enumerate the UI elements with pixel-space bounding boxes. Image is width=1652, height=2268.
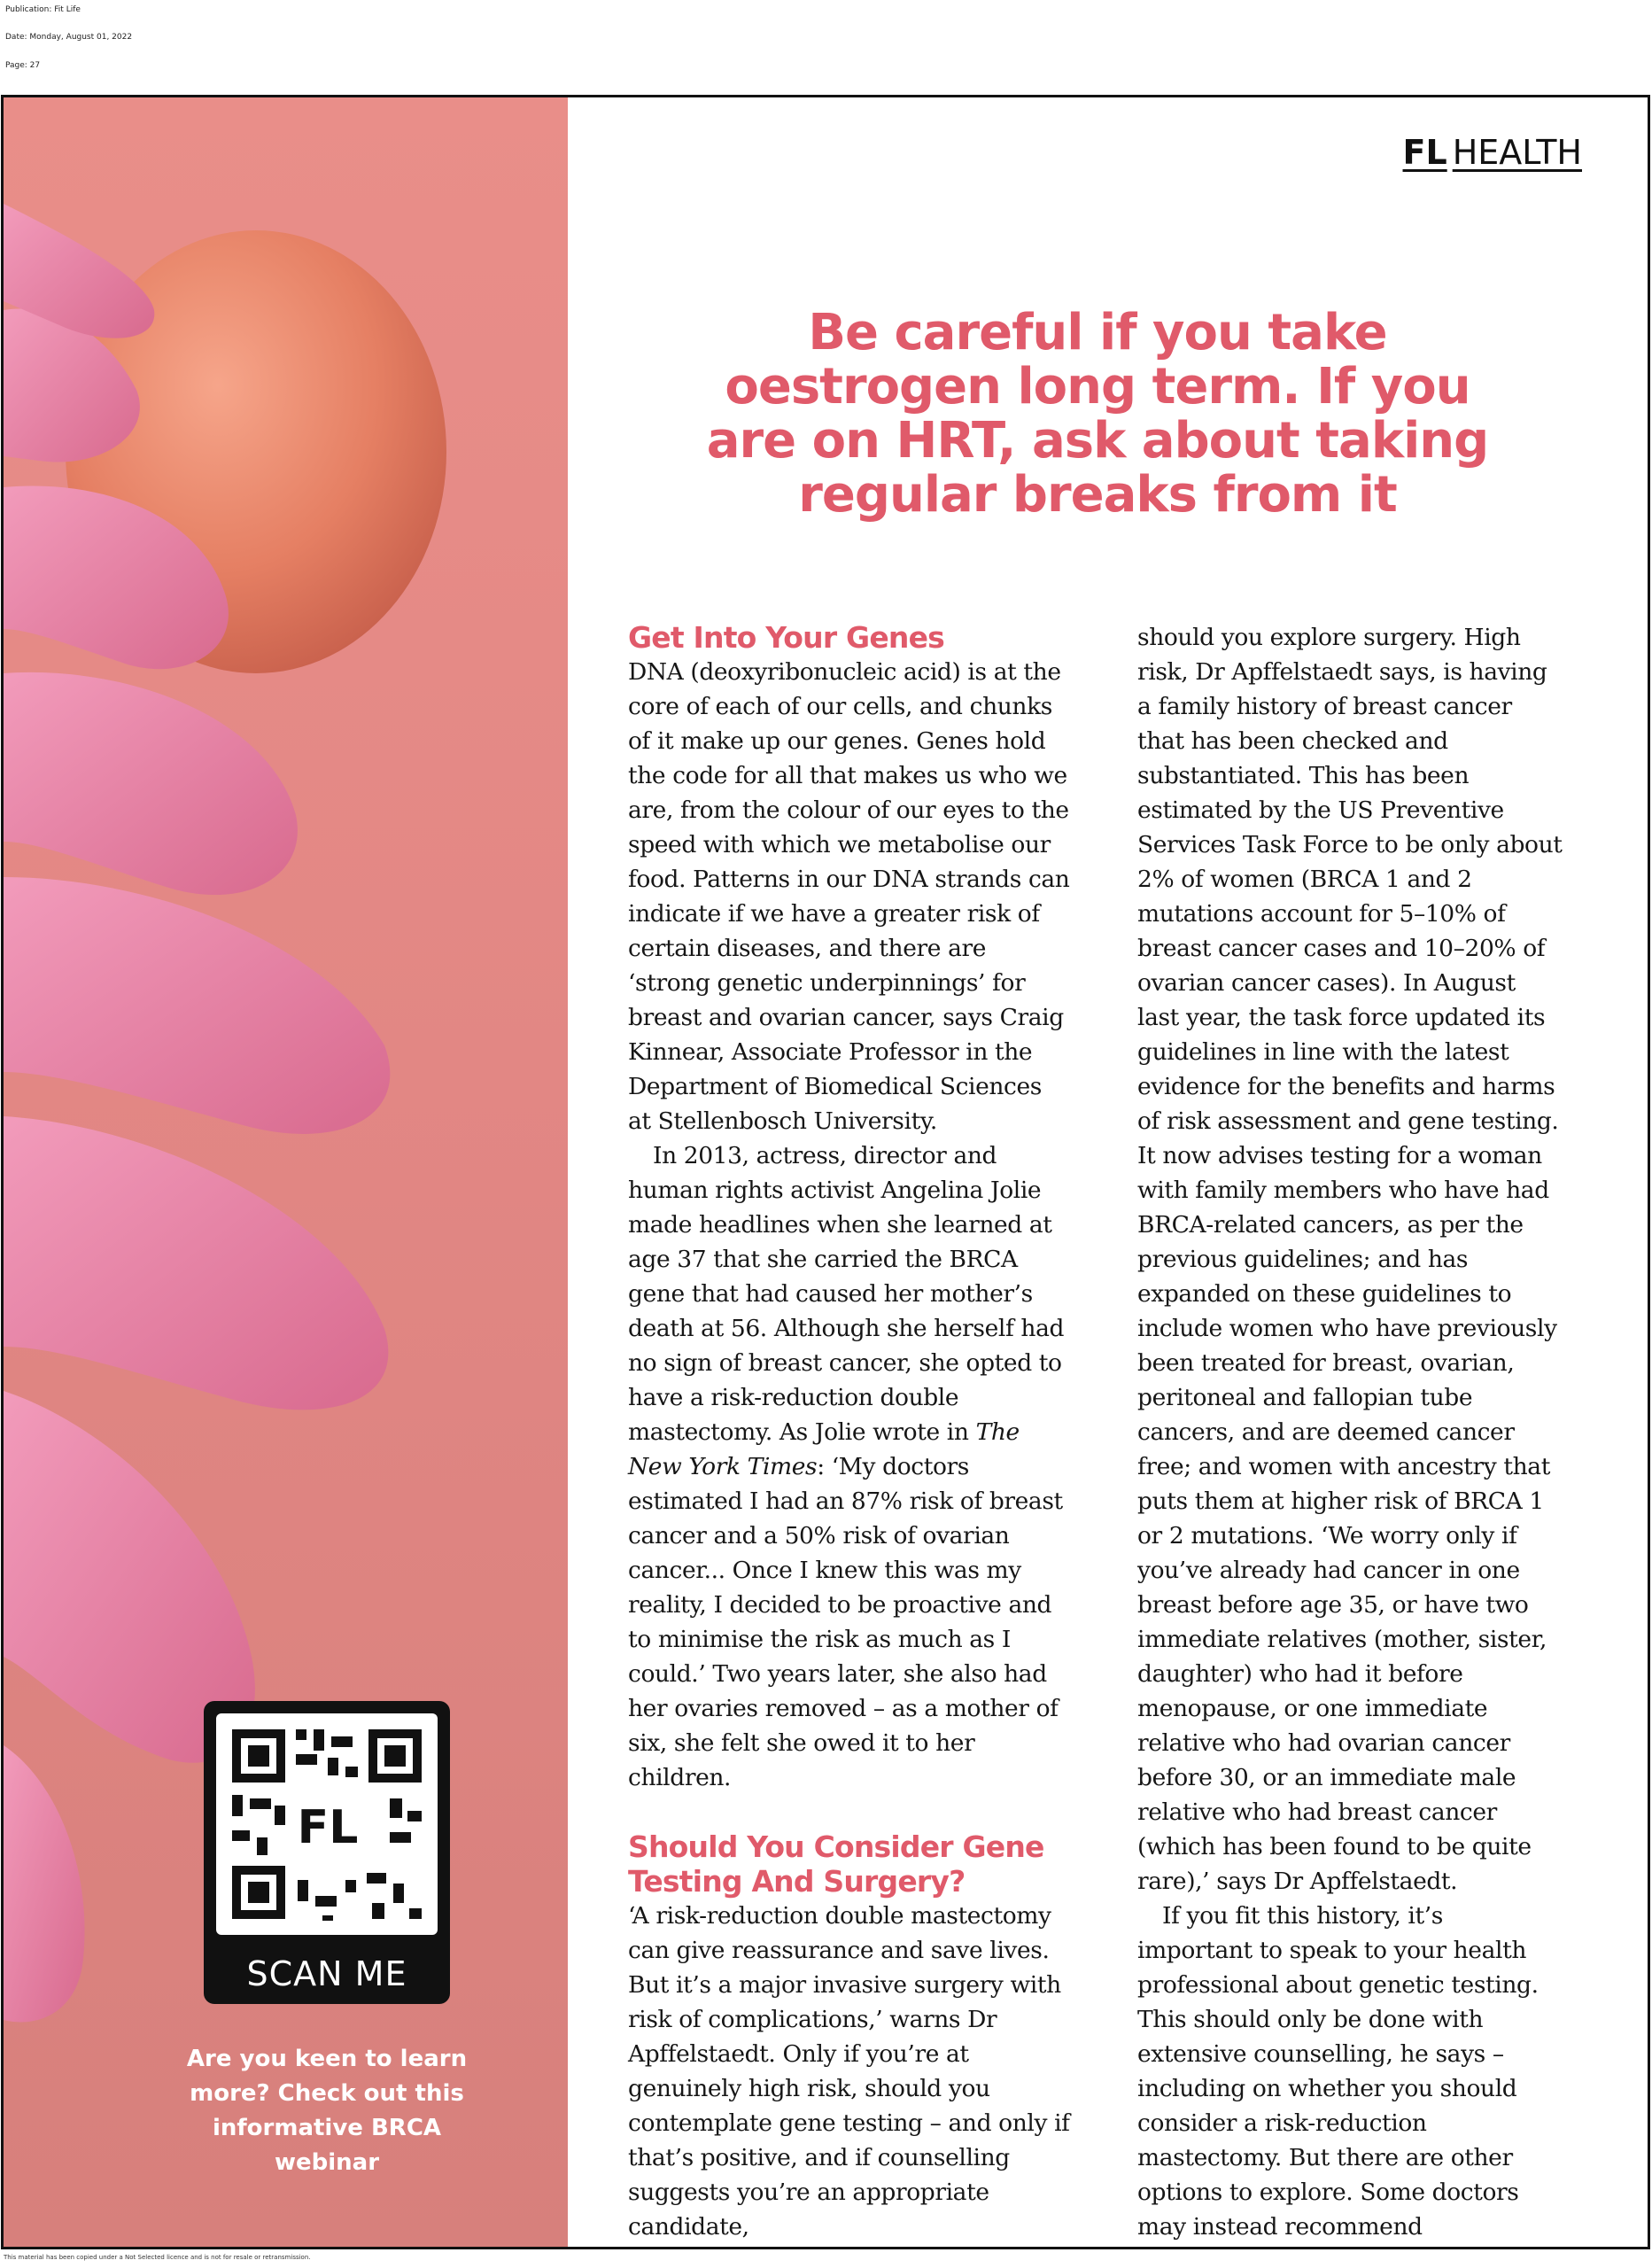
body-paragraph: should you explore surgery. High risk, Dr Apffelstaedt says, is having a family history of breast cancer that has been checked and substantiated. This has been estimated by the US Preventive Services Task Force to be only about 2% of women (BRCA 1 and 2 mutations account for 5–10% of breast cancer cases and 10–20% of ovarian cancer cases). In August last year, the task force updated its guidelines in line with the latest evidence for the benefits and harms of risk assessment and gene testing. It now advises testing for a woman with family members who have had BRCA-related cancers, as per the previous guidelines; and has expanded on these guidelines to include women who have previously been treated for breast, ovarian, peritoneal and fallopian tube cancers, and are deemed cancer free; and women with ancestry that puts them at higher risk of BRCA 1 or 2 mutations. ‘We worry only if you’ve already had cancer in one breast before age 35, or have two immediate relatives (mother, sister, daughter) who had it before menopause, or one immediate relative who had ovarian cancer before 30, or an immediate male relative who had breast cancer (which has been found to be quite rare),’ says Dr Apffelstaedt.: [1137, 624, 1563, 1895]
glove-finger: [4, 1116, 388, 1410]
glove-finger: [4, 672, 298, 895]
publication-title: The New York Times: [628, 1418, 1020, 1480]
photo-panel: [4, 97, 568, 2247]
body-paragraph: DNA (deoxyribonucleic acid) is at the core of each of our cells, and chunks of it make up our genes. Genes hold the code for all that makes us who we are, from the colour of our eyes to the speed with which we metabolise our food. Patterns in our DNA strands can indicate if we have a greater risk of certain diseases, and there are ‘strong genetic underpinnings’ for breast and ovarian cancer, says Craig Kinnear, Associate Professor in the Department of Biomedical Sciences at Stellenbosch University.: [628, 658, 1070, 1135]
body-paragraph: ‘A risk-reduction double mastectomy can give reassurance and save lives. But it’s a major invasive surgery with risk of complications,’ warns Dr Apffelstaedt. Only if you’re at genuinely high risk, should you contemplate gene testing – and only if that’s positive, and if counselling suggests you’re an appropriate candidate,: [628, 1902, 1070, 2241]
webinar-promo-text[interactable]: Are you keen to learn more? Check out this informative BRCA webinar: [186, 2046, 468, 2176]
licence-notice: This material has been copied under a Not Selected licence and is not for resale or retransmission.: [4, 2254, 311, 2261]
section-tag: [1403, 133, 1582, 172]
qr-code[interactable]: [216, 1713, 438, 1935]
magazine-page: [1, 95, 1650, 2249]
heading-get-into-your-genes: Get Into Your Genes: [628, 620, 945, 655]
article-column-1: [628, 620, 1071, 2244]
body-text: : ‘My doctors estimated I had an 87% risk of breast cancer and a 50% risk of ovarian cancer... Once I knew this was my reality, I decided to be proactive and to minimise the risk as much as I could.’ Two years later, she also had her ovaries removed – as a mother of six, she felt she owed it to her children.: [628, 1453, 1063, 1791]
body-text: In 2013, actress, director and human rights activist Angelina Jolie made headlines when she learned at age 37 that she carried the BRCA gene that had caused her mother’s death at 56. Although she herself had no sign of breast cancer, she opted to have a risk-reduction double mastectomy. As Jolie wrote in: [628, 1142, 1065, 1446]
glove-finger: [4, 877, 390, 1134]
date-line: Date: Monday, August 01, 2022: [5, 33, 133, 42]
section-name: HEALTH: [1452, 133, 1582, 172]
body-paragraph: If you fit this history, it’s important to speak to your health professional about genetic testing. This should only be done with extensive counselling, he says – including on whether you should consider a risk-reduction mastectomy. But there are other options to explore. Some doctors may instead recommend: [1137, 1902, 1539, 2241]
glove-finger: [4, 1745, 85, 2022]
qr-code-pattern-icon: [216, 1713, 438, 1935]
brand-mark: FL: [1402, 133, 1447, 172]
pull-quote: Be careful if you take oestrogen long term. If you are on HRT, ask about taking regular breaks from it: [706, 304, 1489, 524]
scan-me-label: SCAN ME: [246, 1954, 407, 1993]
qr-logo: FL: [297, 1801, 359, 1854]
spacer: [628, 1795, 1071, 1829]
publication-line: Publication: Fit Life: [5, 5, 81, 14]
heading-gene-testing: Should You Consider Gene Testing And Surgery?: [628, 1829, 1044, 1899]
body-paragraph-jolie: [628, 1138, 1071, 1795]
page-line: Page: 27: [5, 61, 41, 70]
qr-code-card[interactable]: [204, 1701, 450, 2004]
article-column-2: [1137, 620, 1563, 2244]
